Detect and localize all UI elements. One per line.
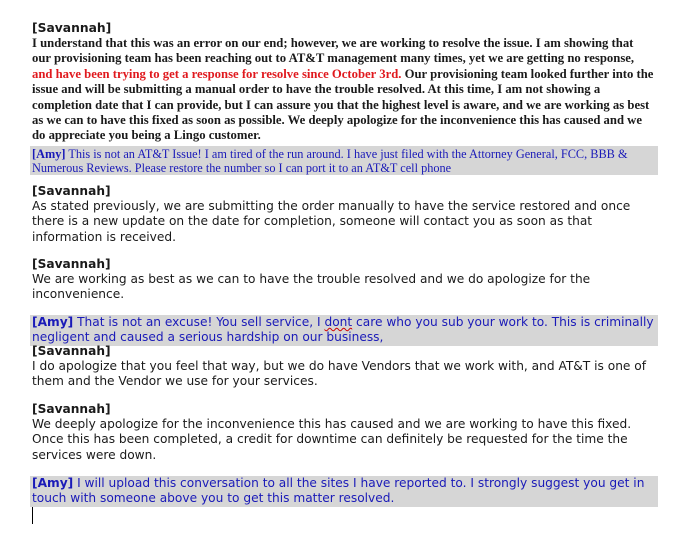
text-cursor[interactable] [32,507,33,524]
speaker-label: [Savannah] [32,21,112,35]
message-savannah-3 [32,257,656,303]
message-amy-3 [32,476,656,506]
message-text: This is not an AT&T Issue! I am tired of the run around. I have just filed with the Attorney General, FCC, BBB & Numerous Reviews. Please restore the number so I can port it to an AT&T cell phone [32,147,628,175]
message-text: Our provisioning team looked further into the issue and will be submitting a manual order to have the trouble resolved. At this time, I am not showing a completion date that I can provide, but I can assure you that the highest level is aware, and we are working as best as we can to have this fixed as soon as possible. We deeply apologize for the inconvenience this has caused and we do appreciate you being a Lingo customer. [32,66,654,143]
speaker-label: [Savannah] [32,257,111,271]
message-text: care who you sub your work to. This is criminally negligent and caused a serious hardship on our business, [32,315,654,345]
speaker-label: [Amy] [32,315,74,329]
message-red-text: and have been trying to get a response for resolve since October 3rd. [32,66,402,81]
message-text: I do apologize that you feel that way, but we do have Vendors that we work with, and AT&T is one of them and the Vendor we use for your services. [32,359,647,389]
message-amy-2 [32,315,656,345]
misspelled-word: dont [324,315,353,329]
speaker-label: [Amy] [32,476,74,490]
speaker-label: [Savannah] [32,402,111,416]
message-savannah-2 [32,184,656,245]
message-text: We are working as best as we can to have the trouble resolved and we do apologize for the inconvenience. [32,272,591,302]
message-savannah-1 [32,21,654,144]
message-text: I will upload this conversation to all the sites I have reported to. I strongly suggest you get in touch with someone above you to get this matter resolved. [32,476,645,506]
message-text: As stated previously, we are submitting the order manually to have the service restored and once there is a new update on the date for completion, someone will contact you as soon as that information is received. [32,199,631,244]
speaker-label: [Savannah] [32,344,111,358]
message-text: I understand that this was an error on our end; however, we are working to resolve the issue. I am showing that our provisioning team has been reaching out to AT&T management many times, yet we are getting no response, [32,36,635,66]
message-text: That is not an excuse! You sell service, I [77,315,321,329]
speaker-label: [Amy] [32,147,66,161]
message-savannah-4 [32,344,656,390]
speaker-label: [Savannah] [32,184,111,198]
message-savannah-5 [32,402,656,463]
message-amy-1 [32,147,652,175]
message-text: We deeply apologize for the inconvenience this has caused and we are working to have this fixed. Once this has been completed, a credit for downtime can definitely be requested for the time the services were down. [32,417,632,462]
